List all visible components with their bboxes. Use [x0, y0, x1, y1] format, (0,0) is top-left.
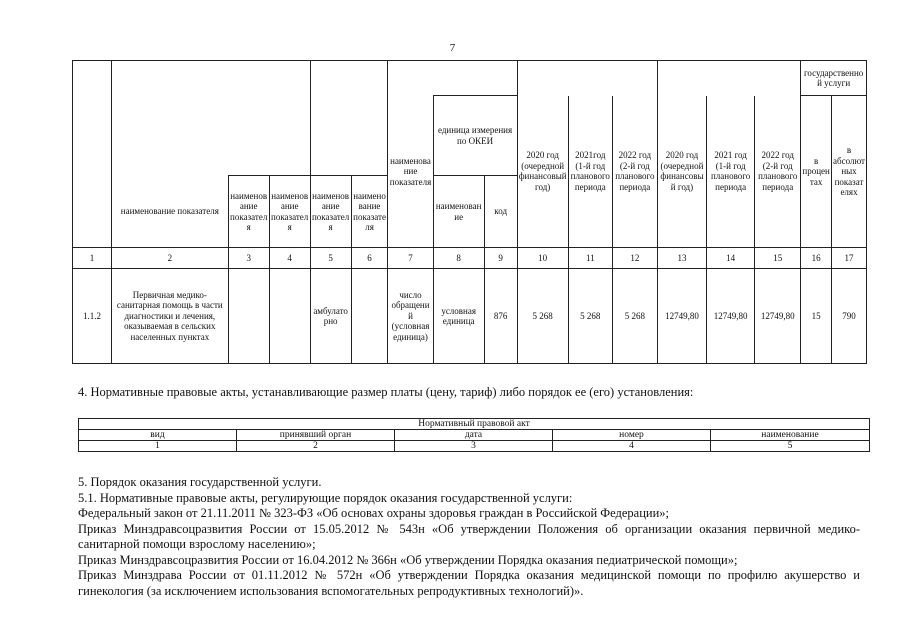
acts-header: принявший орган [237, 430, 395, 441]
header-group-e [657, 61, 800, 96]
service-volume-table [72, 60, 867, 364]
section5-subtitle: 5.1. Нормативные правовые акты, регулирующие порядок оказания государственной услуги: [78, 490, 573, 505]
regulation-item: Федеральный закон от 21.11.2011 № 323-ФЗ «Об основах охраны здоровья граждан в Российской Федерации»; [78, 506, 670, 520]
row-deviation-percent: 15 [801, 269, 832, 364]
regulation-item: Приказ Минздравсоцразвития России от 16.04.2012 № 366н «Об утверждении Порядка оказания педиатрической помощи»; [78, 552, 738, 567]
header-c17: в абсолютных показателях [832, 96, 867, 248]
col-number: 7 [388, 248, 433, 269]
header-group-d [517, 61, 657, 96]
column-number-row [73, 248, 867, 269]
col-number: 16 [801, 248, 832, 269]
col-number: 1 [73, 248, 112, 269]
header-c14: 2021 год (1-й год планового периода [707, 96, 755, 248]
col-number: 10 [517, 248, 568, 269]
row-volume-2022: 5 268 [612, 269, 657, 364]
page-number: 7 [449, 42, 456, 54]
acts-header: дата [395, 430, 553, 441]
row-cell [228, 269, 269, 364]
col-number: 5 [310, 248, 351, 269]
col-number: 17 [832, 248, 867, 269]
row-code: 1.1.2 [73, 269, 112, 364]
section5-title: 5. Порядок оказания государственной услуги. [78, 475, 322, 489]
header-c6: наименование показателя [351, 176, 388, 248]
header-group-c [388, 61, 517, 96]
row-volume-2021: 5 268 [568, 269, 612, 364]
header-c15: 2022 год (2-й год планового периода [755, 96, 801, 248]
col-number: 12 [612, 248, 657, 269]
col-number: 13 [657, 248, 706, 269]
header-c8: наименование [433, 176, 484, 248]
regulation-item: Приказ Минздравсоцразвития России от 15.05.2012 № 543н «Об утверждении Положения об организации оказания первичной медико-санитарной помощи взрослому населению»; [78, 521, 860, 551]
row-price-2022: 12749,80 [755, 269, 801, 364]
header-c4: наименование показателя [269, 176, 310, 248]
acts-number: 1 [79, 441, 237, 452]
regulation-item: Приказ Минздрава России от 01.11.2012 № 572н «Об утверждении Порядка оказания медицинской помощи по профилю акушерство и гинекология (за исключением использования вспомогательных репродуктивных технологий)». [78, 568, 860, 598]
col-number: 4 [269, 248, 310, 269]
row-indicator: число обращений (условная единица) [388, 269, 433, 364]
row-volume-2020: 5 268 [517, 269, 568, 364]
acts-header: номер [553, 430, 711, 441]
row-deviation-absolute: 790 [832, 269, 867, 364]
row-service-name: Первичная медико-санитарная помощь в части диагностики и лечения, оказываемая в сельских населенных пунктах [111, 269, 228, 364]
row-price-2021: 12749,80 [707, 269, 755, 364]
header-c5: наименование показателя [310, 176, 351, 248]
row-cell [269, 269, 310, 364]
header-c3: наименование показателя [228, 176, 269, 248]
header-top-right: государственной услуги [801, 61, 867, 96]
col-number: 9 [484, 248, 517, 269]
col-number: 14 [707, 248, 755, 269]
col-number: 3 [228, 248, 269, 269]
table-row [73, 269, 867, 364]
col-number: 6 [351, 248, 388, 269]
row-cell [351, 269, 388, 364]
row-form: амбулаторно [310, 269, 351, 364]
header-group-b [310, 61, 388, 176]
header-c12: 2022 год (2-й год планового периода [612, 96, 657, 248]
header-unit-group: единица измерения по ОКЕИ [433, 96, 517, 176]
col-number: 8 [433, 248, 484, 269]
section5 [78, 475, 860, 599]
row-unit: условная единица [433, 269, 484, 364]
section4-title: 4. Нормативные правовые акты, устанавливающие размер платы (цену, тариф) либо порядок ее (его) установления: [78, 385, 694, 399]
header-c16: в процентах [801, 96, 832, 248]
acts-number: 4 [553, 441, 711, 452]
header-cell-col1 [73, 61, 112, 248]
header-c10: 2020 год (очередной финансовый год) [517, 96, 568, 248]
acts-number: 3 [395, 441, 553, 452]
col-number: 11 [568, 248, 612, 269]
col-number: 2 [111, 248, 228, 269]
header-c9: код [484, 176, 517, 248]
regulatory-acts-table [78, 418, 870, 452]
header-c2: наименование показателя [111, 176, 228, 248]
acts-number: 2 [237, 441, 395, 452]
header-c7: наименование показателя [388, 96, 433, 248]
row-price-2020: 12749,80 [657, 269, 706, 364]
header-c11: 2021год (1-й год планового периода [568, 96, 612, 248]
acts-table-title: Нормативный правовой акт [79, 419, 870, 430]
col-number: 15 [755, 248, 801, 269]
header-group-a [111, 61, 310, 176]
acts-header: наименование [711, 430, 870, 441]
header-c13: 2020 год (очередной финансовый год) [657, 96, 706, 248]
acts-header: вид [79, 430, 237, 441]
acts-number: 5 [711, 441, 870, 452]
row-okei-code: 876 [484, 269, 517, 364]
